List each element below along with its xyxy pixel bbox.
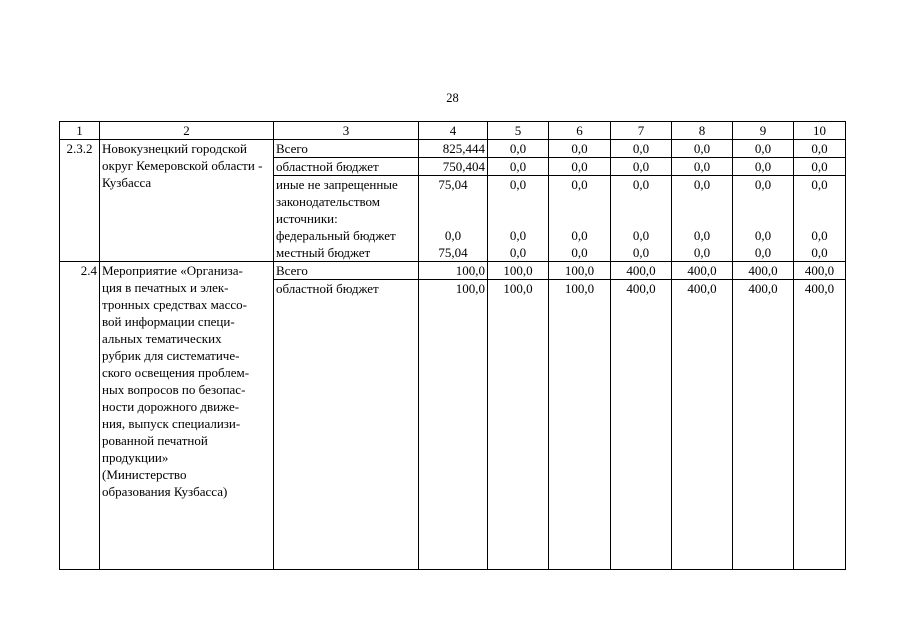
value-cell: 400,0 (794, 262, 846, 280)
header-cell: 3 (274, 122, 419, 140)
value-cell (672, 176, 733, 262)
value-cell (733, 176, 794, 262)
value-cell: 400,0 (794, 280, 846, 570)
header-cell: 8 (672, 122, 733, 140)
funding-source-line: федеральный бюджет (276, 228, 396, 243)
value-mest: 0,0 (571, 245, 588, 260)
funding-source: областной бюджет (274, 158, 419, 176)
value-cell: 0,0 (794, 158, 846, 176)
value-cell: 0,0 (611, 140, 672, 158)
table-row (60, 262, 846, 280)
value-fed: 0,0 (754, 228, 772, 243)
value-fed: 0,0 (444, 228, 462, 243)
value-cell: 400,0 (672, 280, 733, 570)
row-title-text: Новокузнецкий городской округ Кемеровской области - Кузбасса (102, 141, 263, 190)
funding-source-line: источники: (276, 211, 338, 226)
value-mest: 0,0 (754, 245, 772, 260)
row-title-line: ция в печатных и элек- (102, 280, 229, 295)
value-mest: 0,0 (811, 245, 828, 260)
value-fed: 0,0 (693, 228, 711, 243)
row-title-line: ского освещения проблем- (102, 365, 250, 380)
row-title-line: ных вопросов по безопас- (102, 382, 246, 397)
header-cell: 6 (549, 122, 611, 140)
value-cell: 400,0 (672, 262, 733, 280)
row-title-line: ния, выпуск специализи- (102, 416, 241, 431)
funding-source (274, 176, 419, 262)
header-cell: 4 (419, 122, 488, 140)
value-inye: 0,0 (571, 177, 588, 192)
row-title-line: вой информации специ- (102, 314, 235, 329)
value-cell: 0,0 (794, 140, 846, 158)
value-inye: 0,0 (811, 177, 828, 192)
value-cell: 400,0 (733, 262, 794, 280)
value-cell: 0,0 (733, 140, 794, 158)
value-inye: 0,0 (754, 177, 772, 192)
table-row (60, 140, 846, 158)
value-mest: 0,0 (693, 245, 711, 260)
value-cell (794, 176, 846, 262)
value-cell (488, 176, 549, 262)
value-cell: 400,0 (611, 262, 672, 280)
value-cell: 100,0 (419, 262, 488, 280)
table-header-row (60, 122, 846, 140)
value-inye: 0,0 (632, 177, 650, 192)
header-cell: 9 (733, 122, 794, 140)
value-cell: 750,404 (419, 158, 488, 176)
value-cell: 0,0 (549, 140, 611, 158)
value-cell: 0,0 (488, 140, 549, 158)
header-cell: 5 (488, 122, 549, 140)
funding-source-line: местный бюджет (276, 245, 371, 260)
value-fed: 0,0 (632, 228, 650, 243)
funding-source-line: иные не запрещенные (276, 177, 398, 192)
value-cell: 100,0 (549, 280, 611, 570)
budget-table (59, 121, 846, 570)
row-title-line: Мероприятие «Организа- (102, 263, 243, 278)
header-cell: 10 (794, 122, 846, 140)
row-title-line: рованной печатной (102, 433, 208, 448)
value-inye: 0,0 (509, 177, 527, 192)
value-inye: 75,04 (438, 177, 468, 192)
value-inye: 0,0 (693, 177, 711, 192)
value-cell: 400,0 (733, 280, 794, 570)
value-mest: 75,04 (438, 245, 468, 260)
funding-source: Всего (274, 262, 419, 280)
row-title-line: рубрик для систематиче- (102, 348, 240, 363)
funding-source-line: законодательством (276, 194, 381, 209)
row-title-line: продукции» (102, 450, 169, 465)
funding-source: Всего (274, 140, 419, 158)
value-mest: 0,0 (632, 245, 650, 260)
value-cell: 0,0 (611, 158, 672, 176)
row-title-line: образования Кузбасса) (102, 484, 228, 499)
row-title-line: тронных средствах массо- (102, 297, 247, 312)
value-cell: 100,0 (488, 280, 549, 570)
value-cell (611, 176, 672, 262)
value-cell (419, 176, 488, 262)
header-cell: 7 (611, 122, 672, 140)
value-cell: 0,0 (733, 158, 794, 176)
value-mest: 0,0 (509, 245, 527, 260)
row-title (100, 140, 274, 262)
value-fed: 0,0 (571, 228, 588, 243)
value-cell: 100,0 (419, 280, 488, 570)
page-number: 28 (446, 91, 459, 105)
value-fed: 0,0 (811, 228, 828, 243)
row-title-line: альных тематических (102, 331, 222, 346)
value-cell: 0,0 (672, 140, 733, 158)
value-cell: 400,0 (611, 280, 672, 570)
value-cell: 0,0 (672, 158, 733, 176)
value-cell: 100,0 (488, 262, 549, 280)
row-title-line: ности дорожного движе- (102, 399, 240, 414)
value-cell: 825,444 (419, 140, 488, 158)
row-title (100, 262, 274, 570)
header-cell: 2 (100, 122, 274, 140)
value-cell (549, 176, 611, 262)
row-number: 2.3.2 (60, 140, 100, 262)
value-cell: 100,0 (549, 262, 611, 280)
value-fed: 0,0 (509, 228, 527, 243)
value-cell: 0,0 (488, 158, 549, 176)
value-cell: 0,0 (549, 158, 611, 176)
funding-source: областной бюджет (274, 280, 419, 570)
row-number: 2.4 (60, 262, 100, 570)
header-cell: 1 (60, 122, 100, 140)
row-title-line: (Министерство (102, 467, 187, 482)
